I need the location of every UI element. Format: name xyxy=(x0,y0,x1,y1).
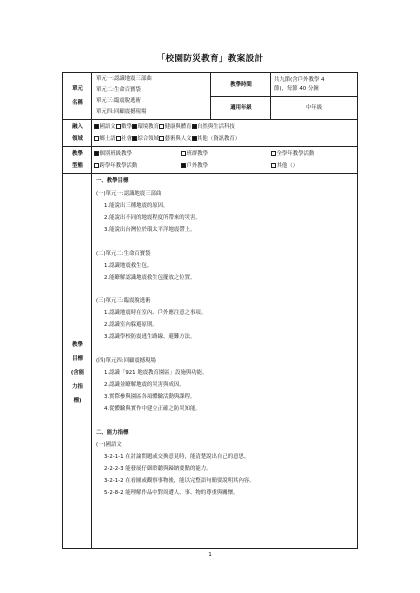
lesson-plan-table xyxy=(62,72,358,549)
subject-heading: (一)國語文 xyxy=(96,442,122,448)
grade-value: 中年級 xyxy=(305,105,323,111)
integration-label-line2: 領域 xyxy=(72,136,83,142)
ability-indicator: 2-2-2-3 能發展仔細聆聽與歸納要點的能力。 xyxy=(104,466,212,472)
page-number: 1 xyxy=(208,552,212,558)
objective-item: 2.能瞭解認識地震救生包擺放之位置。 xyxy=(104,275,196,281)
integration-label-line1: 融入 xyxy=(72,124,83,130)
unchecked-box-icon xyxy=(159,124,164,129)
unit-label-line2: 名稱 xyxy=(72,100,83,106)
checkbox-option[interactable]: 環境教育 xyxy=(132,124,159,130)
objectives-label-cell xyxy=(63,174,92,548)
time-value-line2: 節)，每節 40 分鐘 xyxy=(274,86,319,92)
objectives-label-5: 標) xyxy=(73,398,82,404)
checkbox-option[interactable]: 社會 xyxy=(116,136,132,142)
integration-row1 xyxy=(94,123,235,131)
time-value-line1: 共九節(含戶外教學 4 xyxy=(274,77,325,83)
objectives-content-cell xyxy=(92,174,357,548)
grade-label-cell xyxy=(211,97,271,120)
objective-item: 3.實際參與園區各項體驗活動與課程。 xyxy=(104,394,196,400)
mode-options-cell xyxy=(92,147,357,174)
unit-label-cell xyxy=(63,73,92,120)
mode-option-2[interactable]: 班群教學 xyxy=(181,150,208,158)
integration-label-cell xyxy=(63,120,92,147)
group-heading: (一)單元一:認識地震三部曲 xyxy=(96,191,162,197)
time-label-cell xyxy=(211,73,271,97)
integration-options-cell xyxy=(92,120,357,147)
checkbox-option[interactable]: 其他（資訊教育） xyxy=(192,136,241,142)
unchecked-box-icon xyxy=(94,163,99,168)
checked-box-icon xyxy=(192,136,197,141)
checkbox-option[interactable]: 國語文 xyxy=(94,124,116,130)
objective-item: 1.認識地震時在室內、戶外應注意之事項。 xyxy=(104,310,207,316)
checkbox-option[interactable]: 綜合領域 xyxy=(132,136,159,142)
checkbox-option[interactable]: 鄉土語 xyxy=(94,136,116,142)
ability-indicator: 3-2-1-1 在討論問題或交換意見時，能清楚說出自己的意思。 xyxy=(104,454,250,460)
checked-box-icon xyxy=(192,124,197,129)
checked-box-icon xyxy=(94,151,99,156)
objective-item: 2.認識室內躲避原則。 xyxy=(104,322,158,328)
objective-item: 3.能說出台灣位於環太平洋地震帶上。 xyxy=(104,227,196,233)
section-heading: 一、教學目標 xyxy=(96,178,129,184)
mode-option-1[interactable]: 個別班級教學 xyxy=(94,150,132,158)
group-heading: (四)單元四:回顧震撼現場 xyxy=(96,358,156,364)
objective-item: 1.認識「921 地震教育園區」設施與功能。 xyxy=(104,370,208,376)
checkbox-option[interactable]: 健康與體育 xyxy=(159,124,191,130)
page-title: 「校園防災教育」教案設計 xyxy=(156,54,264,64)
section-heading: 二、能力指標 xyxy=(96,430,129,436)
unchecked-box-icon xyxy=(116,124,121,129)
unit-item-3: 單元三:臨震脫逃術 xyxy=(96,98,141,104)
objective-item: 1.能說出三種地震的原因。 xyxy=(104,203,169,209)
ability-indicator: 5-2-8-2 能理解作品中對周遭人、事、物的尊重與關懷。 xyxy=(104,490,239,496)
objectives-label-1: 教學 xyxy=(72,342,83,348)
checked-box-icon xyxy=(94,124,99,129)
grade-label: 適用年級 xyxy=(230,105,252,111)
unchecked-box-icon xyxy=(159,136,164,141)
unit-list-cell xyxy=(92,73,211,120)
objective-item: 3.認識學校防震逃生路線、避難方法。 xyxy=(104,334,196,340)
unit-label-line1: 單元 xyxy=(72,86,83,92)
unchecked-box-icon xyxy=(94,136,99,141)
objective-item: 2.能說出不同的地震程度所帶來的災害。 xyxy=(104,215,201,221)
unit-item-2: 單元二:生命百寶袋 xyxy=(96,87,141,93)
grade-value-cell xyxy=(271,97,357,120)
unchecked-box-icon xyxy=(271,151,276,156)
objectives-label-4: 力指 xyxy=(72,384,83,390)
mode-label-line2: 型態 xyxy=(72,163,83,169)
objectives-label-3: (含能 xyxy=(70,370,85,376)
objective-item: 1.認識地震救生包。 xyxy=(104,263,153,269)
objective-item: 4.從體驗與實作中建立正確之防災知能。 xyxy=(104,406,201,412)
unchecked-box-icon xyxy=(116,136,121,141)
mode-option-5[interactable]: 戶外教學 xyxy=(181,162,208,170)
unchecked-box-icon xyxy=(271,163,276,168)
mode-option-6[interactable]: 其他（） xyxy=(271,162,298,170)
time-value-cell xyxy=(271,73,357,97)
objective-item: 2.認識並瞭解地震的災害與成因。 xyxy=(104,382,185,388)
objectives-label-2: 目標 xyxy=(72,356,83,362)
integration-row2 xyxy=(94,135,240,143)
checkbox-option[interactable]: 藝術與人文 xyxy=(159,136,191,142)
unit-item-1: 單元一:認識地震三部曲 xyxy=(96,76,152,82)
unit-item-4: 單元四:回顧震撼現場 xyxy=(96,109,147,115)
group-heading: (三)單元三:臨震脫逃術 xyxy=(96,298,151,304)
checkbox-option[interactable]: 自然與生活科技 xyxy=(192,124,235,130)
mode-label-cell xyxy=(63,147,92,174)
group-heading: (二)單元二:生命百寶袋 xyxy=(96,251,151,257)
ability-indicator: 3-2-1-2 在看圖或觀察事物後，能以完整語句簡要說明其內容。 xyxy=(104,478,255,484)
mode-option-4[interactable]: 跨學年教學活動 xyxy=(94,162,137,170)
mode-label-line1: 教學 xyxy=(72,151,83,157)
mode-option-3[interactable]: 全學年教學活動 xyxy=(271,150,314,158)
unchecked-box-icon xyxy=(181,151,186,156)
checkbox-option[interactable]: 數學 xyxy=(116,124,132,130)
checked-box-icon xyxy=(181,163,186,168)
time-label: 教學時間 xyxy=(230,82,252,88)
